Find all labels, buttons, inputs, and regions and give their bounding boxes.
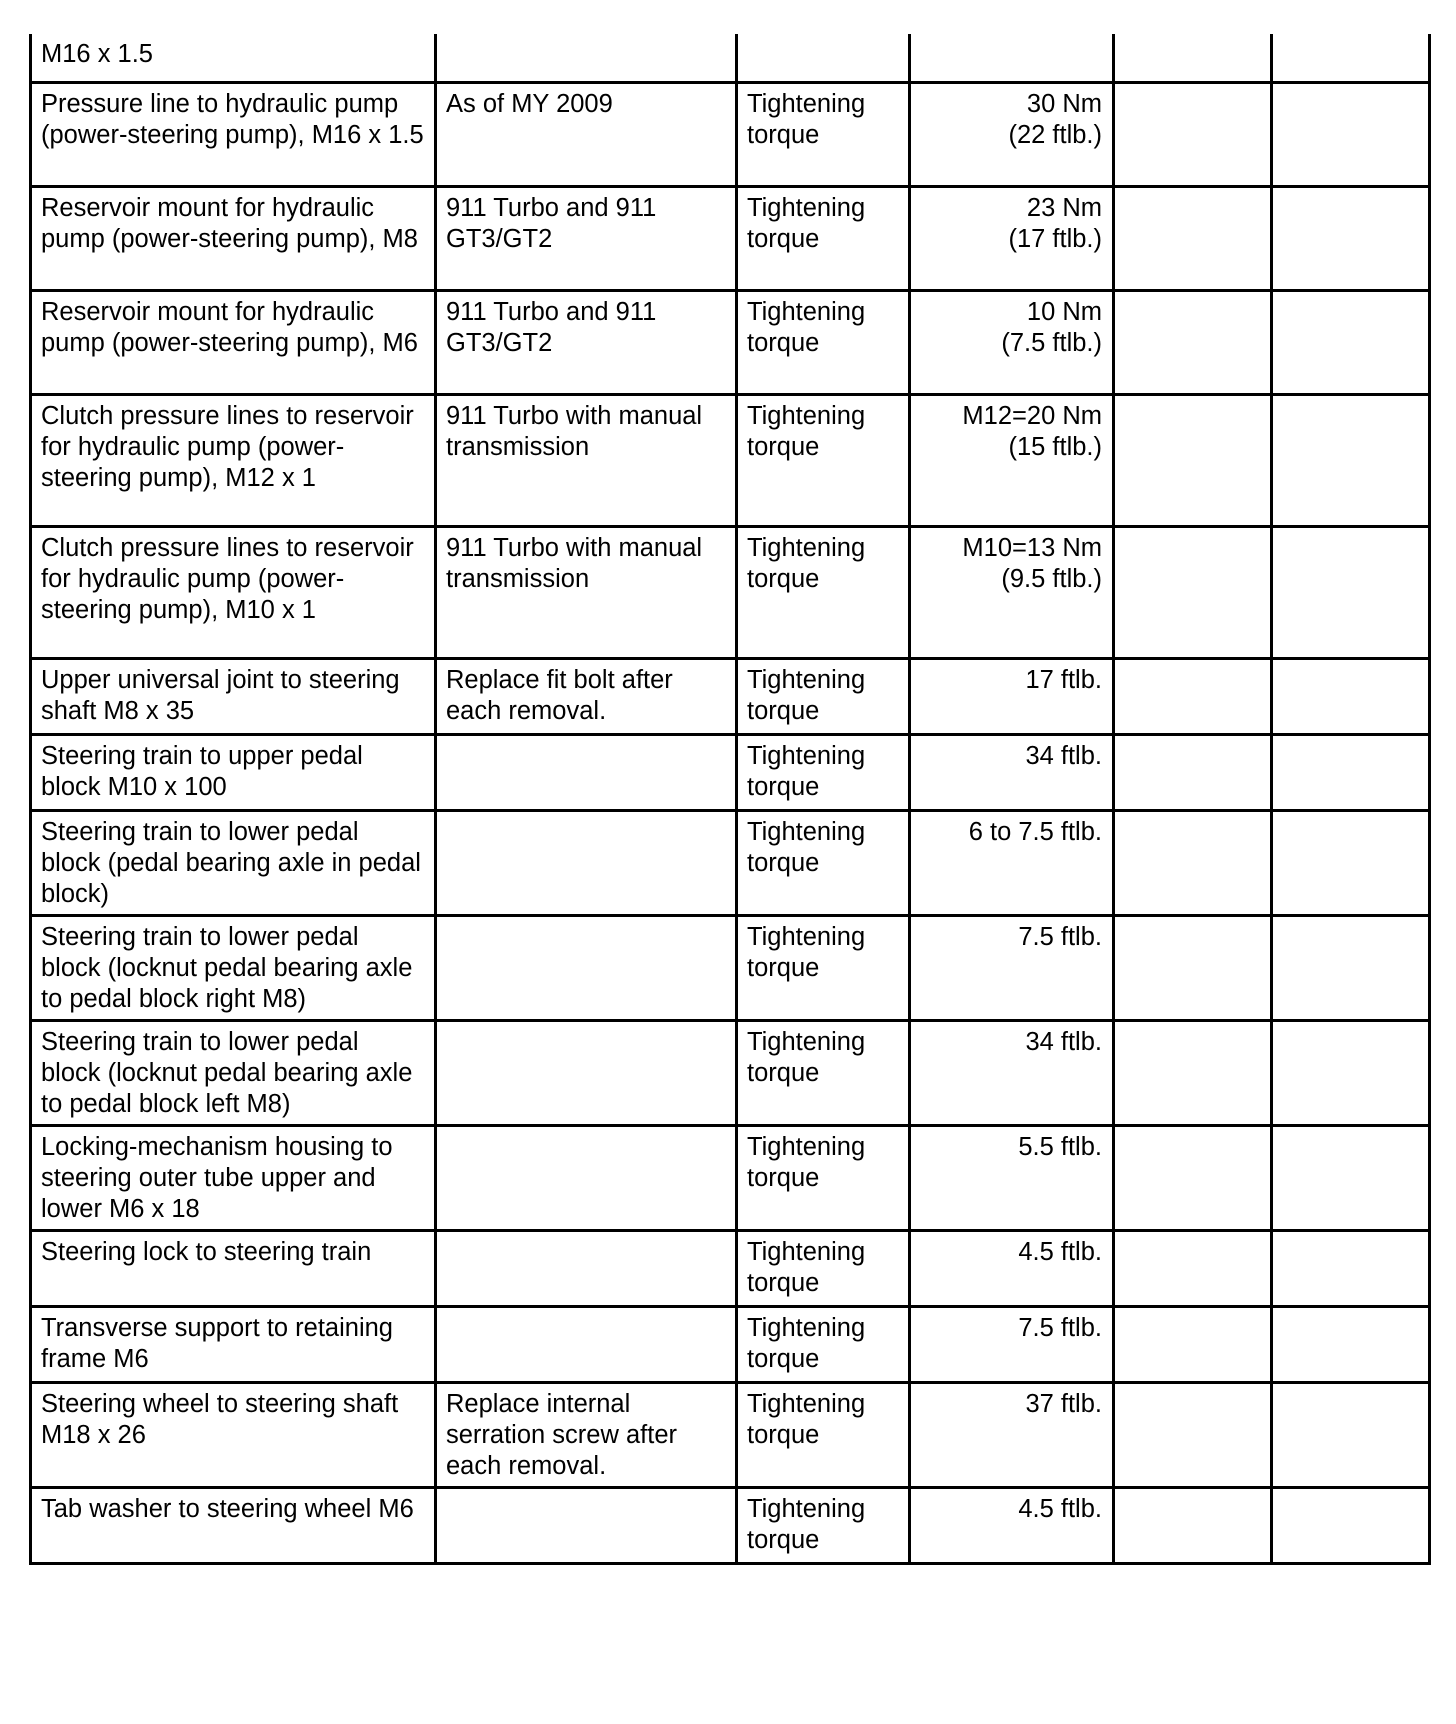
empty-cell	[1114, 734, 1272, 810]
component-cell: Steering train to lower pedal block (pedal bearing axle in pedal block)	[31, 810, 436, 915]
torque-value-cell	[910, 1125, 1114, 1230]
component-cell: M16 x 1.5	[31, 34, 436, 82]
empty-cell	[1272, 1306, 1430, 1382]
spec-type-cell: Tightening torque	[737, 658, 910, 734]
component-cell: Steering lock to steering train	[31, 1230, 436, 1306]
note-cell	[436, 734, 737, 810]
component-cell: Reservoir mount for hydraulic pump (power-steering pump), M6	[31, 290, 436, 394]
spec-type-cell: Tightening torque	[737, 810, 910, 915]
table-row	[31, 82, 1430, 186]
torque-value-cell	[910, 1020, 1114, 1125]
component-cell: Transverse support to retaining frame M6	[31, 1306, 436, 1382]
spec-type-cell: Tightening torque	[737, 734, 910, 810]
table-row	[31, 734, 1430, 810]
note-cell: Replace internal serration screw after each removal.	[436, 1382, 737, 1487]
torque-value-cell	[910, 290, 1114, 394]
torque-value-line: (9.5 ftlb.)	[1001, 564, 1102, 593]
component-cell: Clutch pressure lines to reservoir for hydraulic pump (power-steering pump), M10 x 1	[31, 526, 436, 658]
torque-value-cell	[910, 658, 1114, 734]
torque-value-cell	[910, 915, 1114, 1020]
torque-value-line: M10=13 Nm	[962, 533, 1102, 562]
empty-cell	[1272, 34, 1430, 82]
table-body	[31, 34, 1430, 1563]
torque-value-cell	[910, 1306, 1114, 1382]
empty-cell	[1272, 810, 1430, 915]
torque-value-cell	[910, 526, 1114, 658]
empty-cell	[1114, 394, 1272, 526]
table-row	[31, 810, 1430, 915]
empty-cell	[1272, 915, 1430, 1020]
torque-value-line: M12=20 Nm	[962, 401, 1102, 430]
note-cell	[436, 1125, 737, 1230]
component-cell: Clutch pressure lines to reservoir for hydraulic pump (power-steering pump), M12 x 1	[31, 394, 436, 526]
empty-cell	[1272, 1487, 1430, 1563]
note-cell: 911 Turbo and 911 GT3/GT2	[436, 186, 737, 290]
component-cell: Steering train to lower pedal block (locknut pedal bearing axle to pedal block left M8)	[31, 1020, 436, 1125]
empty-cell	[1114, 1382, 1272, 1487]
note-cell	[436, 1230, 737, 1306]
empty-cell	[1114, 1306, 1272, 1382]
table-row	[31, 1230, 1430, 1306]
table-row	[31, 1020, 1430, 1125]
table-row	[31, 658, 1430, 734]
torque-value-cell	[910, 34, 1114, 82]
table-row	[31, 1382, 1430, 1487]
spec-type-cell	[737, 34, 910, 82]
spec-type-cell: Tightening torque	[737, 526, 910, 658]
note-cell: 911 Turbo and 911 GT3/GT2	[436, 290, 737, 394]
torque-value-line: (17 ftlb.)	[1008, 224, 1102, 253]
empty-cell	[1272, 394, 1430, 526]
table-row	[31, 915, 1430, 1020]
note-cell	[436, 1306, 737, 1382]
spec-type-cell: Tightening torque	[737, 1125, 910, 1230]
empty-cell	[1114, 1020, 1272, 1125]
torque-value-line: 23 Nm	[1026, 193, 1102, 222]
empty-cell	[1272, 186, 1430, 290]
table-row	[31, 526, 1430, 658]
torque-value-cell	[910, 1230, 1114, 1306]
component-cell: Upper universal joint to steering shaft M8 x 35	[31, 658, 436, 734]
empty-cell	[1272, 734, 1430, 810]
torque-value-line: (15 ftlb.)	[1008, 432, 1102, 461]
component-cell: Steering train to upper pedal block M10 x 100	[31, 734, 436, 810]
table-row	[31, 1487, 1430, 1563]
torque-value-cell	[910, 186, 1114, 290]
empty-cell	[1272, 658, 1430, 734]
torque-value-line: (7.5 ftlb.)	[1001, 328, 1102, 357]
spec-type-cell: Tightening torque	[737, 394, 910, 526]
torque-value-line: 37 ftlb.	[1025, 1389, 1102, 1418]
torque-value-line: 10 Nm	[1026, 297, 1102, 326]
spec-type-cell: Tightening torque	[737, 1487, 910, 1563]
table-row	[31, 290, 1430, 394]
torque-value-line: 5.5 ftlb.	[1018, 1132, 1102, 1161]
empty-cell	[1114, 186, 1272, 290]
spec-type-cell: Tightening torque	[737, 915, 910, 1020]
spec-type-cell: Tightening torque	[737, 1382, 910, 1487]
torque-value-cell	[910, 394, 1114, 526]
spec-type-cell: Tightening torque	[737, 290, 910, 394]
component-cell: Steering train to lower pedal block (locknut pedal bearing axle to pedal block right M8)	[31, 915, 436, 1020]
empty-cell	[1114, 915, 1272, 1020]
torque-value-line: 4.5 ftlb.	[1018, 1494, 1102, 1523]
empty-cell	[1114, 1487, 1272, 1563]
empty-cell	[1272, 526, 1430, 658]
note-cell	[436, 34, 737, 82]
component-cell: Locking-mechanism housing to steering outer tube upper and lower M6 x 18	[31, 1125, 436, 1230]
table-row	[31, 394, 1430, 526]
torque-spec-table	[29, 34, 1431, 1565]
torque-value-line: 34 ftlb.	[1025, 1027, 1102, 1056]
empty-cell	[1272, 1382, 1430, 1487]
empty-cell	[1272, 290, 1430, 394]
empty-cell	[1114, 82, 1272, 186]
note-cell	[436, 1487, 737, 1563]
empty-cell	[1272, 1020, 1430, 1125]
empty-cell	[1114, 34, 1272, 82]
empty-cell	[1272, 82, 1430, 186]
empty-cell	[1272, 1125, 1430, 1230]
torque-value-cell	[910, 82, 1114, 186]
note-cell: 911 Turbo with manual transmission	[436, 526, 737, 658]
spec-type-cell: Tightening torque	[737, 1306, 910, 1382]
spec-type-cell: Tightening torque	[737, 1020, 910, 1125]
empty-cell	[1114, 1230, 1272, 1306]
component-cell: Reservoir mount for hydraulic pump (power-steering pump), M8	[31, 186, 436, 290]
torque-value-cell	[910, 810, 1114, 915]
table-row	[31, 186, 1430, 290]
empty-cell	[1114, 526, 1272, 658]
table-row	[31, 1306, 1430, 1382]
component-cell: Pressure line to hydraulic pump (power-steering pump), M16 x 1.5	[31, 82, 436, 186]
table-row	[31, 1125, 1430, 1230]
component-cell: Steering wheel to steering shaft M18 x 26	[31, 1382, 436, 1487]
note-cell	[436, 810, 737, 915]
torque-value-cell	[910, 734, 1114, 810]
empty-cell	[1114, 810, 1272, 915]
spec-type-cell: Tightening torque	[737, 186, 910, 290]
note-cell: Replace fit bolt after each removal.	[436, 658, 737, 734]
torque-value-line: 30 Nm	[1026, 89, 1102, 118]
torque-value-line: 7.5 ftlb.	[1018, 922, 1102, 951]
empty-cell	[1114, 290, 1272, 394]
note-cell: As of MY 2009	[436, 82, 737, 186]
torque-value-line: 34 ftlb.	[1025, 741, 1102, 770]
torque-value-cell	[910, 1382, 1114, 1487]
torque-value-line: 7.5 ftlb.	[1018, 1313, 1102, 1342]
note-cell: 911 Turbo with manual transmission	[436, 394, 737, 526]
torque-value-line: 17 ftlb.	[1025, 665, 1102, 694]
empty-cell	[1114, 1125, 1272, 1230]
torque-value-line: (22 ftlb.)	[1008, 120, 1102, 149]
empty-cell	[1272, 1230, 1430, 1306]
torque-value-cell	[910, 1487, 1114, 1563]
component-cell: Tab washer to steering wheel M6	[31, 1487, 436, 1563]
note-cell	[436, 1020, 737, 1125]
spec-type-cell: Tightening torque	[737, 82, 910, 186]
note-cell	[436, 915, 737, 1020]
torque-value-line: 4.5 ftlb.	[1018, 1237, 1102, 1266]
torque-value-line: 6 to 7.5 ftlb.	[968, 817, 1102, 846]
empty-cell	[1114, 658, 1272, 734]
table-row	[31, 34, 1430, 82]
spec-type-cell: Tightening torque	[737, 1230, 910, 1306]
